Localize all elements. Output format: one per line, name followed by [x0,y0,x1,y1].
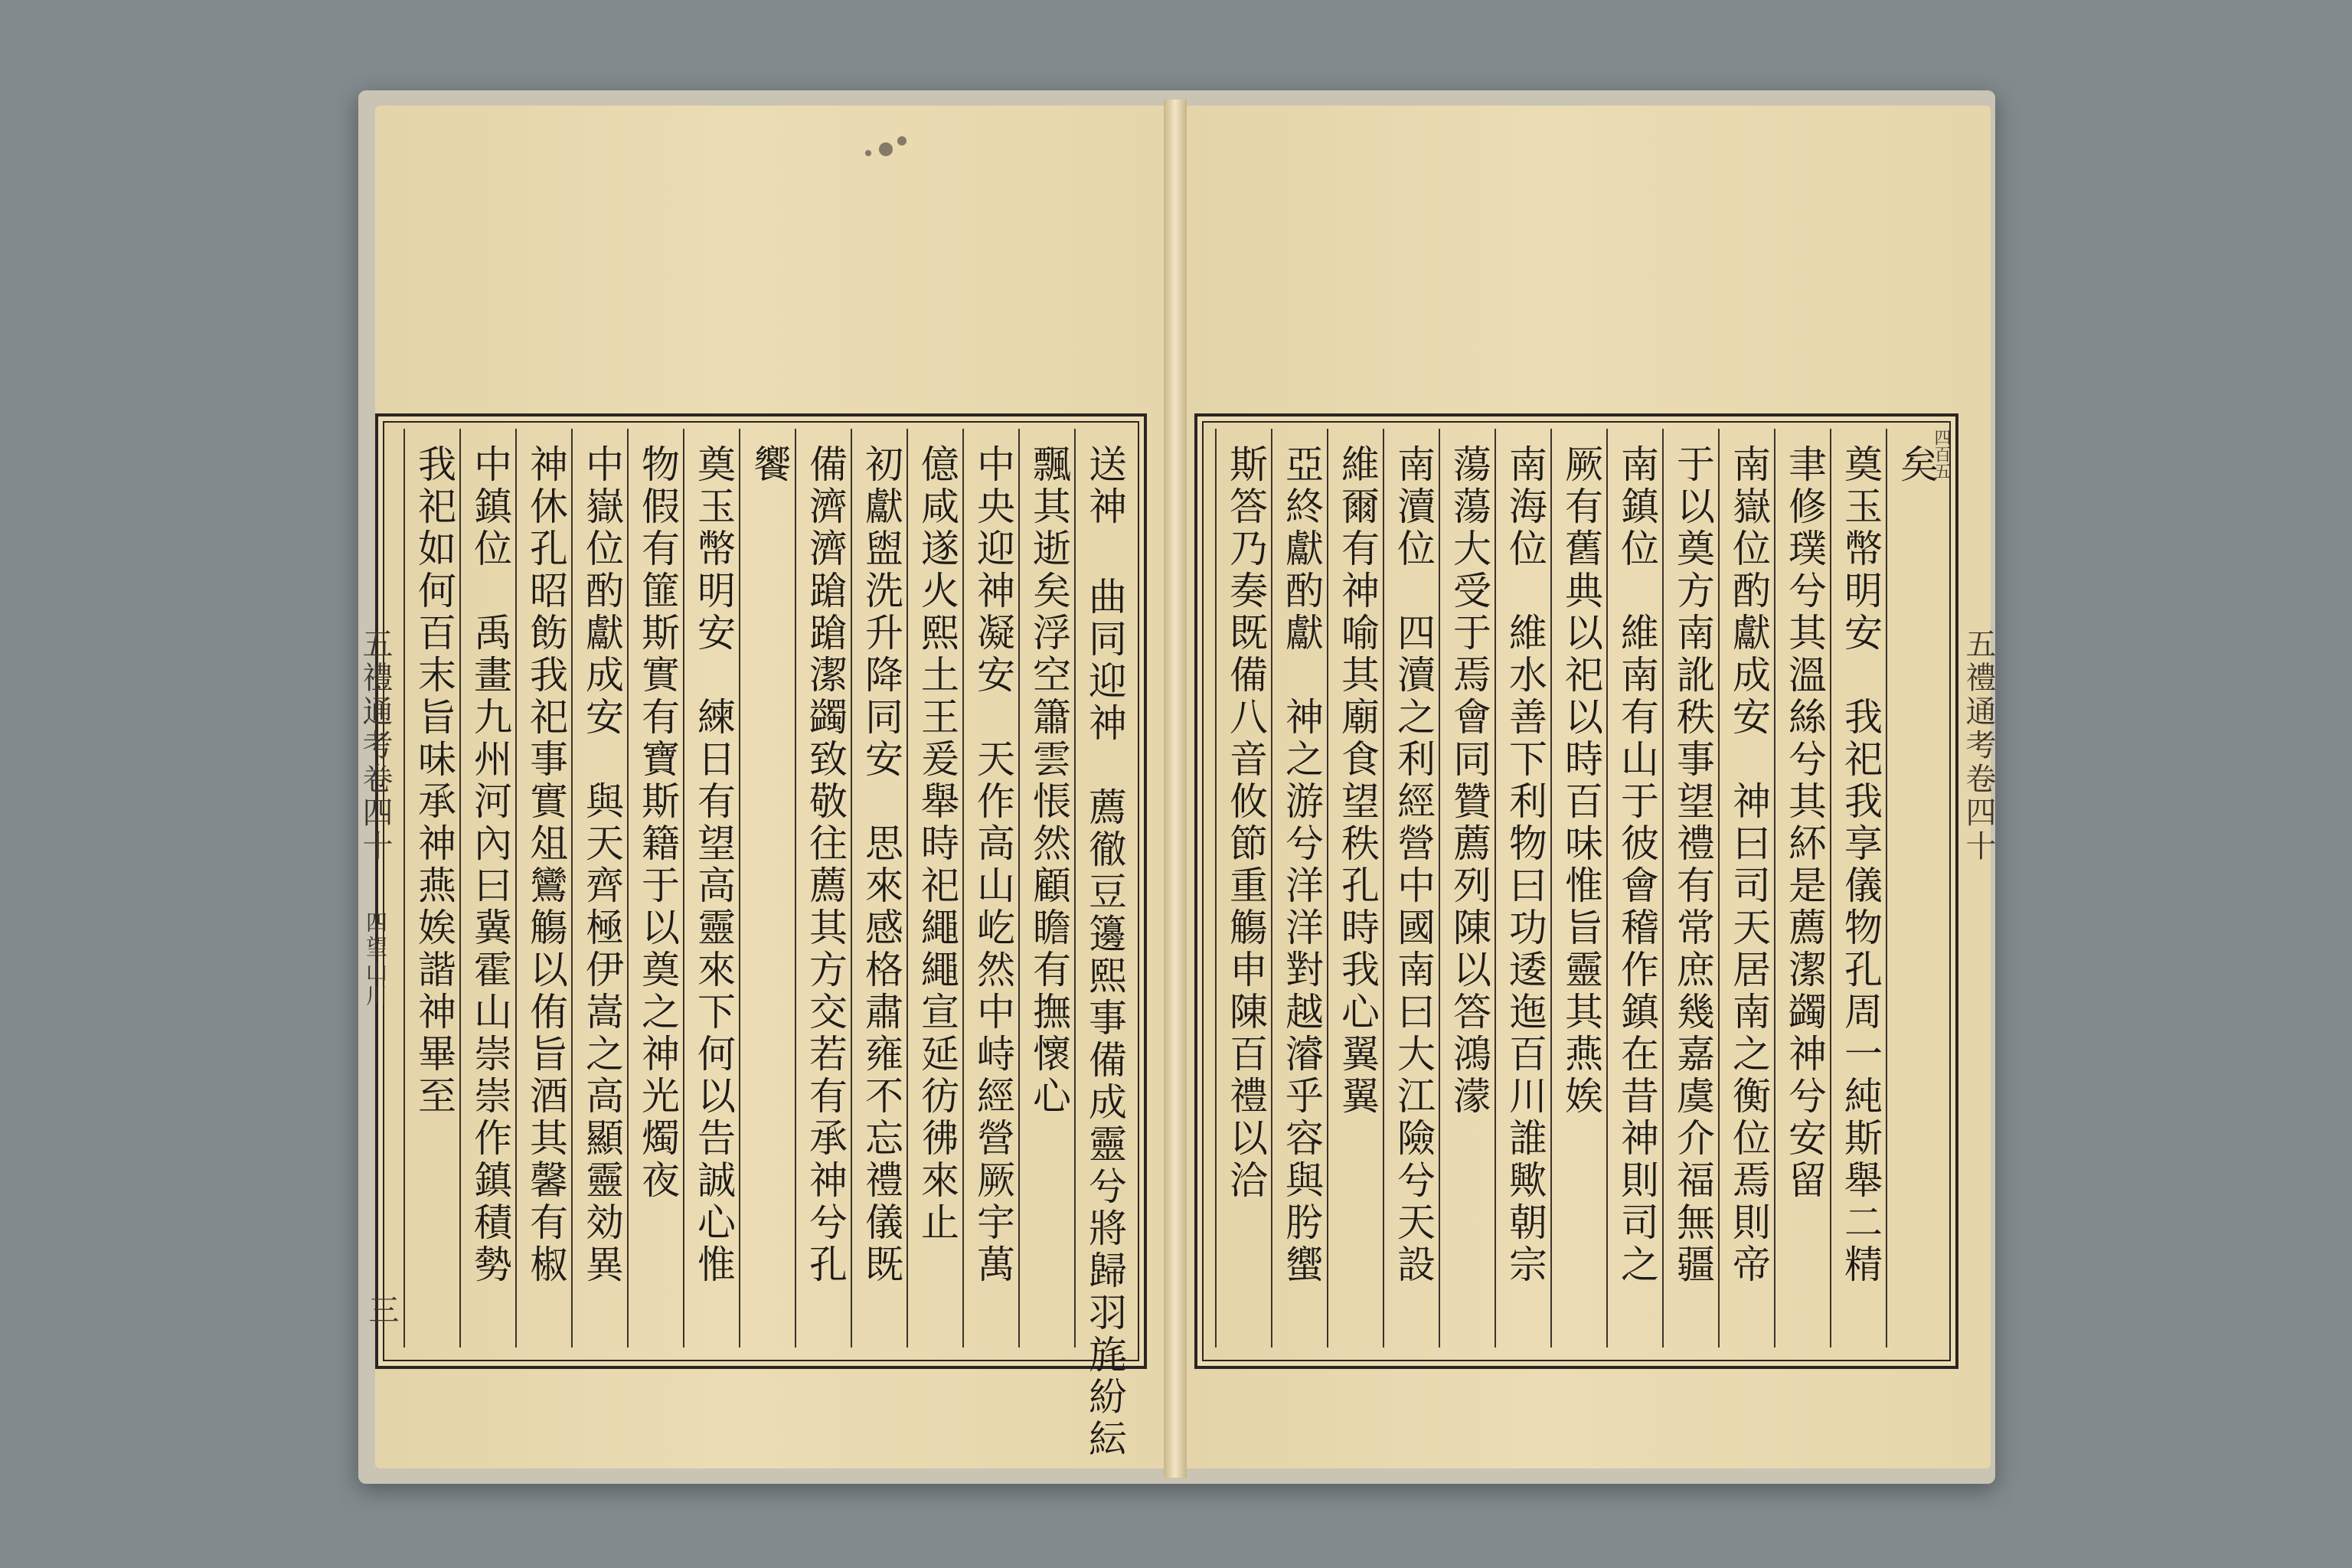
right-column-rule [1606,429,1608,1348]
right-text-column: 于以奠方南訛秩事望禮有常庶幾嘉虞介福無疆 [1671,444,1715,1286]
left-text-column: 送神 曲同迎神 薦徹豆籩熙事備成靈兮將歸羽旄紛紜 [1083,444,1127,1461]
right-text-column: 聿修璞兮其溫絲兮其紑是薦潔蠲神兮安留 [1782,444,1827,1202]
ink-stain [879,142,893,156]
right-text-column: 維爾有神喻其廟食望秩孔時我心翼翼 [1335,444,1380,1118]
left-column-rule [739,429,740,1348]
right-column-rule [1494,429,1496,1348]
left-text-column: 中鎮位 禹畫九州河內曰冀霍山崇崇作鎮積勢 [468,444,512,1286]
left-column-rule [906,429,908,1348]
left-column-rule [962,429,964,1348]
right-column-rule [1774,429,1775,1348]
left-column-rule [1074,429,1076,1348]
left-column-rule [403,429,405,1348]
left-margin-title: 五禮通考卷四十 [358,628,393,864]
right-column-rule [1383,429,1384,1348]
left-text-column: 我祀如何百末旨味承神燕娭諧神畢至 [412,444,456,1118]
right-text-column: 蕩蕩大受于焉會同贊薦列陳以答鴻濛 [1447,444,1491,1118]
right-column-rule [1718,429,1720,1348]
right-text-column: 矣 [1894,444,1939,486]
right-text-column: 南海位 維水善下利物曰功逶迤百川誰歟朝宗 [1503,444,1547,1286]
left-text-column: 中嶽位酌獻成安 與天齊極伊嵩之高顯靈効異 [580,444,624,1286]
left-text-column: 中央迎神凝安 天作高山屹然中峙經營厥宇萬 [971,444,1015,1286]
right-text-column: 南瀆位 四瀆之利經營中國南曰大江險兮天設 [1391,444,1436,1286]
left-column-rule [1018,429,1020,1348]
right-page-number: 四百五 [1932,429,1951,479]
right-text-column: 南鎮位 維南有山于彼會稽作鎮在昔神則司之 [1615,444,1659,1286]
left-text-column: 飄其逝矣浮空簫雲悵然顧瞻有撫懷心 [1027,444,1071,1118]
left-text-column: 億咸遂火熙土王爰舉時祀繩繩宣延彷彿來止 [915,444,959,1244]
right-column-rule [1886,429,1887,1348]
ink-stain [865,150,871,156]
left-column-rule [571,429,573,1348]
right-text-column: 南嶽位酌獻成安 神曰司天居南之衡位焉則帝 [1726,444,1771,1286]
left-column-rule [515,429,517,1348]
right-column-rule [1215,429,1217,1348]
right-text-column: 厥有舊典以祀以時百味惟旨靈其燕娭 [1559,444,1603,1118]
right-text-column: 亞終獻酌獻 神之游兮洋洋對越濬乎容與肹蠁 [1279,444,1324,1286]
left-column-rule [627,429,629,1348]
left-column-rule [851,429,852,1348]
right-column-rule [1830,429,1831,1348]
right-column-rule [1550,429,1552,1348]
book-gutter [1164,100,1187,1478]
right-column-rule [1439,429,1440,1348]
right-text-column: 奠玉幣明安 我祀我享儀物孔周一純斯舉二精 [1838,444,1883,1286]
right-column-rule [1271,429,1272,1348]
right-text-column: 斯答乃奏既備八音攸節重觴申陳百禮以洽 [1223,444,1268,1202]
left-text-column: 物假有篚斯實有寶斯籍于以奠之神光燭夜 [635,444,680,1202]
left-column-rule [459,429,461,1348]
right-column-rule [1327,429,1328,1348]
left-text-column: 饗 [747,444,792,486]
left-text-column: 初獻盥洗升降同安 思來感格肅雍不忘禮儀既 [859,444,903,1286]
left-column-rule [795,429,796,1348]
right-margin-title: 五禮通考卷四十 [1961,628,1996,864]
left-column-rule [683,429,684,1348]
left-text-column: 備濟濟蹌蹌潔蠲致敬往薦其方交若有承神兮孔 [803,444,848,1286]
left-page-number: 三 [364,1294,399,1325]
left-margin-section: 四望山川 [363,911,388,1009]
ink-stain [897,136,906,145]
right-column-rule [1662,429,1664,1348]
left-text-column: 奠玉幣明安 練日有望高靈來下何以告誠心惟 [691,444,736,1286]
left-text-column: 神休孔昭飭我祀事實俎鸞觴以侑旨酒其馨有椒 [524,444,568,1286]
